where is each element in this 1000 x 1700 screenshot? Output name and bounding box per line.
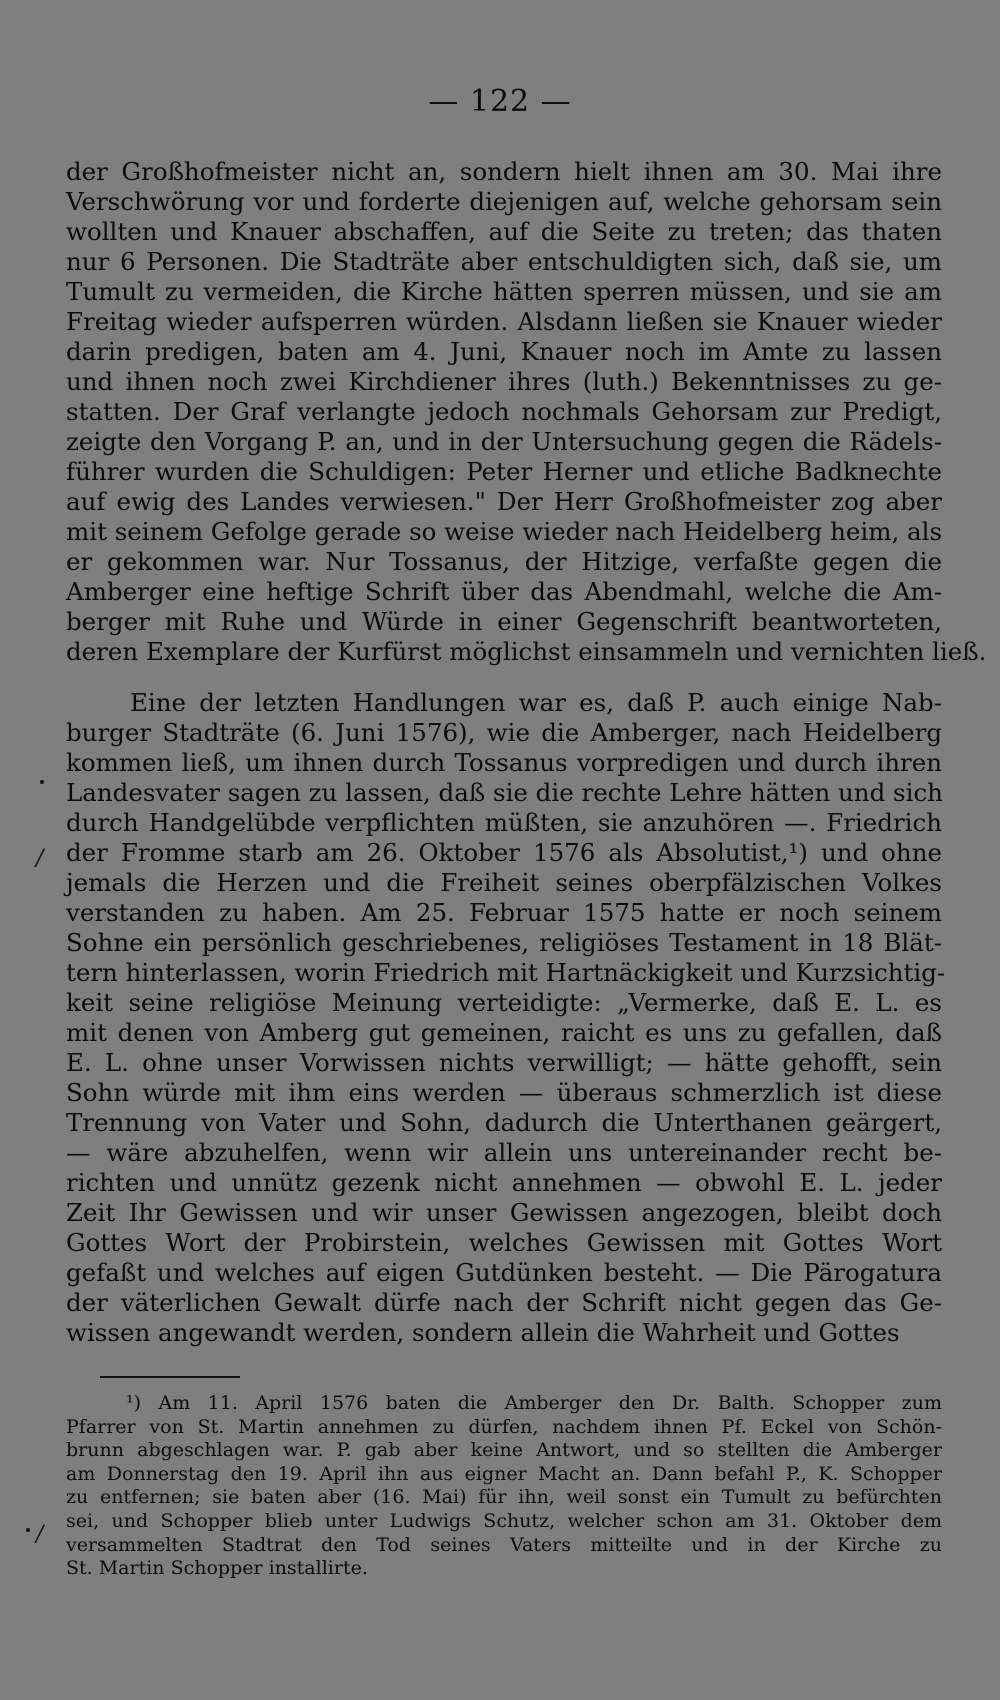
- text-line: zeigte den Vorgang P. an, und in der Untersuchung gegen die Rädels-: [66, 427, 942, 456]
- text-line: Landesvater sagen zu lassen, daß sie die rechte Lehre hätten und sich: [66, 778, 943, 807]
- text-line: führer wurden die Schuldigen: Peter Herner und etliche Badknechte: [66, 457, 942, 486]
- text-line: statten. Der Graf verlangte jedoch nochmals Gehorsam zur Predigt,: [66, 397, 942, 426]
- text-line: darin predigen, baten am 4. Juni, Knauer noch im Amte zu lassen: [66, 337, 942, 366]
- text-line: der Fromme starb am 26. Oktober 1576 als Absolutist,¹) und ohne: [66, 838, 942, 867]
- text-line: richten und unnütz gezenk nicht annehmen — obwohl E. L. jeder: [66, 1168, 942, 1197]
- footnote-line: Pfarrer von St. Martin annehmen zu dürfen, nachdem ihnen Pf. Eckel von Schön-: [66, 1415, 942, 1438]
- text-line: wissen angewandt werden, sondern allein die Wahrheit und Gottes: [66, 1318, 900, 1347]
- text-line: Zeit Ihr Gewissen und wir unser Gewissen angezogen, bleibt doch: [66, 1198, 942, 1227]
- margin-mark: /: [36, 1522, 44, 1547]
- paragraph-2: [66, 688, 946, 1348]
- footnote-line: ¹) Am 11. April 1576 baten die Amberger den Dr. Balth. Schopper zum: [126, 1392, 942, 1414]
- footnote-line: versammelten Stadtrat den Tod seines Vaters mitteilte und in der Kirche zu: [66, 1533, 942, 1556]
- text-line: Eine der letzten Handlungen war es, daß P. auch einige Nab-: [130, 688, 942, 717]
- text-line: Sohne ein persönlich geschriebenes, religiöses Testament in 18 Blät-: [66, 928, 942, 957]
- ink-speck: [26, 1528, 30, 1532]
- text-line: tern hinterlassen, worin Friedrich mit Hartnäckigkeit und Kurzsichtig-: [66, 958, 946, 987]
- text-line: und ihnen noch zwei Kirchdiener ihres (luth.) Bekenntnisses zu ge-: [66, 367, 942, 396]
- footnote-line: am Donnerstag den 19. April ihn aus eigner Macht an. Dann befahl P., K. Schopper: [66, 1462, 942, 1485]
- text-line: verstanden zu haben. Am 25. Februar 1575 hatte er noch seinem: [66, 898, 942, 927]
- text-line: Tumult zu vermeiden, die Kirche hätten sperren müssen, und sie am: [66, 277, 942, 306]
- text-line: deren Exemplare der Kurfürst möglichst einsammeln und vernichten ließ.: [66, 637, 987, 666]
- page-number: — 122 —: [428, 84, 572, 119]
- text-line: Amberger eine heftige Schrift über das Abendmahl, welche die Am-: [66, 577, 942, 606]
- text-line: kommen ließ, um ihnen durch Tossanus vorpredigen und durch ihren: [66, 748, 942, 777]
- text-line: auf ewig des Landes verwiesen." Der Herr Großhofmeister zog aber: [66, 487, 942, 516]
- text-line: nur 6 Personen. Die Stadträte aber entschuldigten sich, daß sie, um: [66, 247, 942, 276]
- text-line: Sohn würde mit ihm eins werden — überaus schmerzlich ist diese: [66, 1078, 942, 1107]
- ink-speck: [40, 780, 44, 784]
- text-line: Freitag wieder aufsperren würden. Alsdann ließen sie Knauer wieder: [66, 307, 942, 336]
- footnote-line: St. Martin Schopper installirte.: [66, 1557, 368, 1580]
- text-line: Verschwörung vor und forderte diejenigen auf, welche gehorsam sein: [66, 187, 942, 216]
- text-line: wollten und Knauer abschaffen, auf die Seite zu treten; das thaten: [66, 217, 942, 246]
- text-line: er gekommen war. Nur Tossanus, der Hitzige, verfaßte gegen die: [66, 547, 942, 576]
- text-line: berger mit Ruhe und Würde in einer Gegenschrift beantworteten,: [66, 607, 942, 636]
- footnote-line: zu entfernen; sie baten aber (16. Mai) für ihn, weil sonst ein Tumult zu befürchten: [66, 1486, 942, 1509]
- text-line: keit seine religiöse Meinung verteidigte: „Vermerke, daß E. L. es: [66, 988, 942, 1017]
- text-line: E. L. ohne unser Vorwissen nichts verwilligt; — hätte gehofft, sein: [66, 1048, 942, 1077]
- text-line: burger Stadträte (6. Juni 1576), wie die Amberger, nach Heidelberg: [66, 718, 942, 747]
- footnote-divider: [100, 1376, 240, 1378]
- paragraph-1: [66, 157, 987, 667]
- text-line: der väterlichen Gewalt dürfe nach der Schrift nicht gegen das Ge-: [66, 1288, 942, 1317]
- text-line: Gottes Wort der Probirstein, welches Gewissen mit Gottes Wort: [66, 1228, 942, 1257]
- text-line: mit denen von Amberg gut gemeinen, raicht es uns zu gefallen, daß: [66, 1018, 942, 1047]
- text-line: durch Handgelübde verpflichten müßten, sie anzuhören —. Friedrich: [66, 808, 942, 837]
- footnote-line: sei, und Schopper blieb unter Ludwigs Schutz, welcher schon am 31. Oktober dem: [66, 1509, 942, 1532]
- footnotes: [66, 1392, 942, 1581]
- footnote-line: brunn abgeschlagen war. P. gab aber keine Antwort, und so stellten die Amberger: [66, 1439, 942, 1462]
- text-line: der Großhofmeister nicht an, sondern hielt ihnen am 30. Mai ihre: [66, 157, 942, 186]
- text-line: gefaßt und welches auf eigen Gutdünken besteht. — Die Pärogatura: [66, 1258, 942, 1287]
- text-line: jemals die Herzen und die Freiheit seines oberpfälzischen Volkes: [66, 868, 942, 897]
- text-line: mit seinem Gefolge gerade so weise wieder nach Heidelberg heim, als: [66, 517, 943, 546]
- text-line: — wäre abzuhelfen, wenn wir allein uns untereinander recht be-: [66, 1138, 942, 1167]
- margin-mark: /: [36, 846, 44, 871]
- text-line: Trennung von Vater und Sohn, dadurch die Unterthanen geärgert,: [66, 1108, 942, 1137]
